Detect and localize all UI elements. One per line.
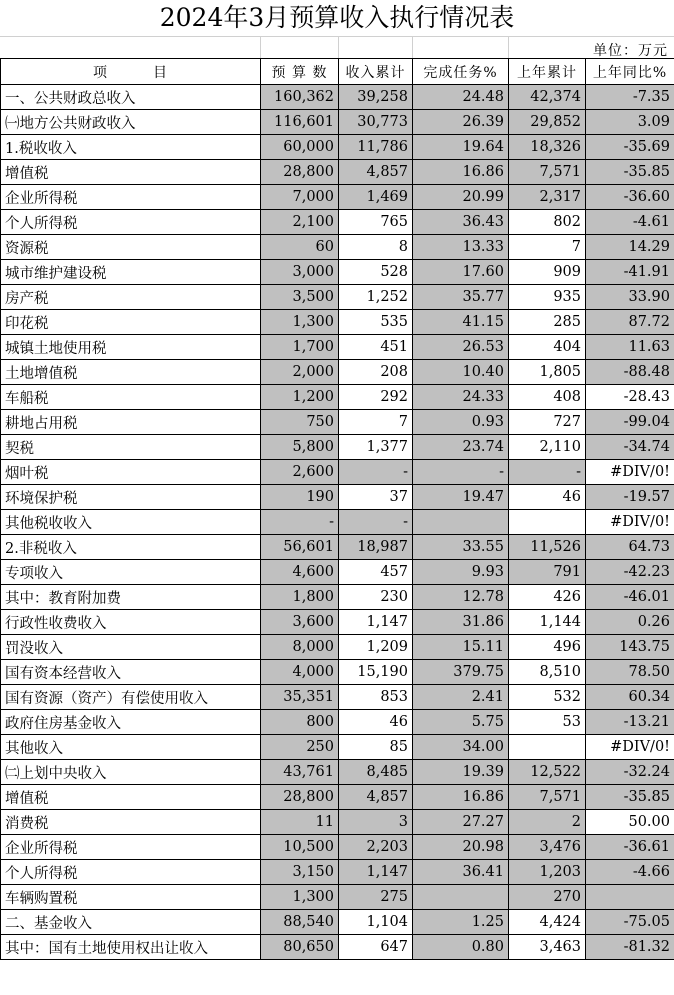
cell-last-year[interactable]: 11,526 <box>509 535 586 560</box>
cell-cumulative[interactable]: 528 <box>339 260 413 285</box>
cell-cumulative[interactable]: 292 <box>339 385 413 410</box>
cell-completion[interactable]: 13.33 <box>413 235 509 260</box>
cell-item[interactable]: ㈡上划中央收入 <box>1 760 261 785</box>
cell-completion[interactable]: 19.39 <box>413 760 509 785</box>
table-row[interactable] <box>1 335 674 360</box>
cell-completion[interactable]: 41.15 <box>413 310 509 335</box>
cell-item[interactable]: 二、基金收入 <box>1 910 261 935</box>
cell-completion[interactable]: 12.78 <box>413 585 509 610</box>
cell-budget[interactable]: 4,600 <box>261 560 339 585</box>
cell-budget[interactable]: 1,300 <box>261 885 339 910</box>
cell-completion[interactable]: 26.39 <box>413 110 509 135</box>
cell-cumulative[interactable]: 2,203 <box>339 835 413 860</box>
cell-cumulative[interactable]: - <box>339 510 413 535</box>
cell-yoy[interactable]: 64.73 <box>586 535 674 560</box>
table-row[interactable] <box>1 810 674 835</box>
cell-last-year[interactable]: 935 <box>509 285 586 310</box>
cell-yoy[interactable]: 87.72 <box>586 310 674 335</box>
cell-item[interactable]: 烟叶税 <box>1 460 261 485</box>
cell-yoy[interactable]: 14.29 <box>586 235 674 260</box>
cell-last-year[interactable]: 791 <box>509 560 586 585</box>
cell-last-year[interactable]: 4,424 <box>509 910 586 935</box>
cell-yoy[interactable]: 33.90 <box>586 285 674 310</box>
cell-yoy[interactable]: -7.35 <box>586 85 674 110</box>
cell-budget[interactable]: 8,000 <box>261 635 339 660</box>
cell-cumulative[interactable]: 1,469 <box>339 185 413 210</box>
table-row[interactable] <box>1 885 674 910</box>
cell-completion[interactable]: 5.75 <box>413 710 509 735</box>
cell-last-year[interactable]: 7,571 <box>509 785 586 810</box>
cell-last-year[interactable]: 12,522 <box>509 760 586 785</box>
cell-item[interactable]: 环境保护税 <box>1 485 261 510</box>
cell-budget[interactable]: 35,351 <box>261 685 339 710</box>
cell-budget[interactable]: 88,540 <box>261 910 339 935</box>
cell-cumulative[interactable]: 8 <box>339 235 413 260</box>
cell-item[interactable]: 增值税 <box>1 160 261 185</box>
cell-item[interactable]: 行政性收费收入 <box>1 610 261 635</box>
cell-yoy[interactable]: -42.23 <box>586 560 674 585</box>
cell-budget[interactable]: 2,000 <box>261 360 339 385</box>
table-row[interactable] <box>1 585 674 610</box>
cell-cumulative[interactable]: 39,258 <box>339 85 413 110</box>
cell-budget[interactable]: 190 <box>261 485 339 510</box>
cell-last-year[interactable]: 7 <box>509 235 586 260</box>
cell-completion[interactable]: 36.41 <box>413 860 509 885</box>
cell-last-year[interactable]: - <box>509 460 586 485</box>
table-row[interactable] <box>1 385 674 410</box>
cell-item[interactable]: 车船税 <box>1 385 261 410</box>
cell-item[interactable]: 印花税 <box>1 310 261 335</box>
cell-budget[interactable]: 2,100 <box>261 210 339 235</box>
cell-item[interactable]: 契税 <box>1 435 261 460</box>
cell-cumulative[interactable]: 275 <box>339 885 413 910</box>
unit-label: 单位：万元 <box>593 43 668 59</box>
cell-yoy[interactable]: -34.74 <box>586 435 674 460</box>
cell-yoy[interactable]: -36.61 <box>586 835 674 860</box>
cell-completion[interactable]: 9.93 <box>413 560 509 585</box>
cell-budget[interactable]: 28,800 <box>261 785 339 810</box>
cell-completion[interactable]: 20.99 <box>413 185 509 210</box>
cell-budget[interactable]: 60 <box>261 235 339 260</box>
cell-yoy[interactable]: -88.48 <box>586 360 674 385</box>
cell-completion[interactable]: 33.55 <box>413 535 509 560</box>
cell-budget[interactable]: 2,600 <box>261 460 339 485</box>
cell-cumulative[interactable]: 7 <box>339 410 413 435</box>
table-row[interactable] <box>1 735 674 760</box>
cell-cumulative[interactable]: 30,773 <box>339 110 413 135</box>
gridline <box>338 37 339 59</box>
cell-completion[interactable]: 19.64 <box>413 135 509 160</box>
table-row[interactable] <box>1 360 674 385</box>
gridline <box>412 37 413 59</box>
cell-completion[interactable]: 24.33 <box>413 385 509 410</box>
cell-cumulative[interactable]: 8,485 <box>339 760 413 785</box>
cell-budget[interactable]: 60,000 <box>261 135 339 160</box>
cell-yoy[interactable]: -13.21 <box>586 710 674 735</box>
cell-completion[interactable]: 16.86 <box>413 160 509 185</box>
table-row[interactable] <box>1 685 674 710</box>
cell-cumulative[interactable]: 1,104 <box>339 910 413 935</box>
table-row[interactable] <box>1 860 674 885</box>
cell-last-year[interactable]: 727 <box>509 410 586 435</box>
cell-yoy[interactable]: 78.50 <box>586 660 674 685</box>
cell-item[interactable]: 1.税收收入 <box>1 135 261 160</box>
cell-cumulative[interactable]: 4,857 <box>339 785 413 810</box>
cell-last-year[interactable]: 426 <box>509 585 586 610</box>
cell-cumulative[interactable]: 457 <box>339 560 413 585</box>
cell-item[interactable]: 资源税 <box>1 235 261 260</box>
cell-budget[interactable]: 56,601 <box>261 535 339 560</box>
table-row[interactable] <box>1 635 674 660</box>
cell-completion[interactable] <box>413 885 509 910</box>
table-row[interactable] <box>1 160 674 185</box>
cell-last-year[interactable]: 909 <box>509 260 586 285</box>
cell-item[interactable]: 城市维护建设税 <box>1 260 261 285</box>
cell-budget[interactable]: 5,800 <box>261 435 339 460</box>
cell-yoy[interactable]: -35.69 <box>586 135 674 160</box>
cell-last-year[interactable]: 802 <box>509 210 586 235</box>
cell-budget[interactable]: 1,200 <box>261 385 339 410</box>
table-row[interactable] <box>1 285 674 310</box>
cell-yoy[interactable]: #DIV/0! <box>586 735 674 760</box>
cell-last-year[interactable]: 2 <box>509 810 586 835</box>
cell-yoy[interactable]: 11.63 <box>586 335 674 360</box>
cell-last-year[interactable] <box>509 510 586 535</box>
cell-yoy[interactable]: -19.57 <box>586 485 674 510</box>
cell-budget[interactable]: 11 <box>261 810 339 835</box>
cell-last-year[interactable]: 1,805 <box>509 360 586 385</box>
cell-yoy[interactable]: #DIV/0! <box>586 510 674 535</box>
cell-yoy[interactable]: 0.26 <box>586 610 674 635</box>
cell-item[interactable]: 车辆购置税 <box>1 885 261 910</box>
cell-cumulative[interactable]: 208 <box>339 360 413 385</box>
cell-completion[interactable] <box>413 510 509 535</box>
cell-completion[interactable]: 16.86 <box>413 785 509 810</box>
cell-completion[interactable]: 2.41 <box>413 685 509 710</box>
cell-last-year[interactable]: 1,203 <box>509 860 586 885</box>
cell-yoy[interactable]: -32.24 <box>586 760 674 785</box>
table-row[interactable] <box>1 785 674 810</box>
cell-item[interactable]: 其中：国有土地使用权出让收入 <box>1 935 261 960</box>
table-row[interactable] <box>1 760 674 785</box>
table-row[interactable] <box>1 185 674 210</box>
table-row[interactable] <box>1 610 674 635</box>
budget-table <box>0 58 674 960</box>
cell-cumulative[interactable]: 15,190 <box>339 660 413 685</box>
cell-completion[interactable]: 19.47 <box>413 485 509 510</box>
table-row[interactable] <box>1 660 674 685</box>
cell-last-year[interactable]: 46 <box>509 485 586 510</box>
cell-completion[interactable]: 36.43 <box>413 210 509 235</box>
cell-yoy[interactable]: -41.91 <box>586 260 674 285</box>
cell-completion[interactable]: 379.75 <box>413 660 509 685</box>
table-row[interactable] <box>1 510 674 535</box>
cell-budget[interactable]: 116,601 <box>261 110 339 135</box>
cell-last-year[interactable]: 2,317 <box>509 185 586 210</box>
cell-last-year[interactable]: 408 <box>509 385 586 410</box>
cell-completion[interactable]: 0.80 <box>413 935 509 960</box>
cell-last-year[interactable]: 8,510 <box>509 660 586 685</box>
cell-completion[interactable]: 34.00 <box>413 735 509 760</box>
cell-completion[interactable]: 10.40 <box>413 360 509 385</box>
cell-completion[interactable]: 26.53 <box>413 335 509 360</box>
cell-budget[interactable]: 43,761 <box>261 760 339 785</box>
cell-yoy[interactable]: 50.00 <box>586 810 674 835</box>
cell-completion[interactable]: 15.11 <box>413 635 509 660</box>
cell-item[interactable]: ㈠地方公共财政收入 <box>1 110 261 135</box>
cell-item[interactable]: 其中：教育附加费 <box>1 585 261 610</box>
cell-item[interactable]: 房产税 <box>1 285 261 310</box>
table-row[interactable] <box>1 835 674 860</box>
cell-budget[interactable]: 1,700 <box>261 335 339 360</box>
cell-cumulative[interactable]: 765 <box>339 210 413 235</box>
cell-item[interactable]: 企业所得税 <box>1 185 261 210</box>
table-row[interactable] <box>1 435 674 460</box>
cell-last-year[interactable]: 532 <box>509 685 586 710</box>
cell-item[interactable]: 其他税收收入 <box>1 510 261 535</box>
unit-row <box>0 36 674 59</box>
header-cumulative: 收入累计 <box>339 59 413 85</box>
gridline <box>508 37 509 59</box>
cell-last-year[interactable]: 1,144 <box>509 610 586 635</box>
cell-cumulative[interactable]: 46 <box>339 710 413 735</box>
cell-budget[interactable]: - <box>261 510 339 535</box>
cell-cumulative[interactable]: 3 <box>339 810 413 835</box>
cell-yoy[interactable]: -46.01 <box>586 585 674 610</box>
gridline <box>260 37 261 59</box>
cell-budget[interactable]: 28,800 <box>261 160 339 185</box>
cell-budget[interactable]: 3,600 <box>261 610 339 635</box>
table-row[interactable] <box>1 210 674 235</box>
cell-yoy[interactable]: 60.34 <box>586 685 674 710</box>
cell-yoy[interactable]: -4.66 <box>586 860 674 885</box>
cell-yoy[interactable] <box>586 885 674 910</box>
cell-cumulative[interactable]: 853 <box>339 685 413 710</box>
cell-item[interactable]: 增值税 <box>1 785 261 810</box>
cell-last-year[interactable]: 42,374 <box>509 85 586 110</box>
cell-cumulative[interactable]: 1,147 <box>339 860 413 885</box>
table-row[interactable] <box>1 910 674 935</box>
table-row[interactable] <box>1 135 674 160</box>
cell-cumulative[interactable]: 4,857 <box>339 160 413 185</box>
cell-item[interactable]: 耕地占用税 <box>1 410 261 435</box>
cell-budget[interactable]: 10,500 <box>261 835 339 860</box>
cell-yoy[interactable]: -99.04 <box>586 410 674 435</box>
cell-cumulative[interactable]: 535 <box>339 310 413 335</box>
cell-cumulative[interactable]: 1,147 <box>339 610 413 635</box>
table-row[interactable] <box>1 710 674 735</box>
cell-item[interactable]: 消费税 <box>1 810 261 835</box>
cell-last-year[interactable]: 2,110 <box>509 435 586 460</box>
cell-item[interactable]: 个人所得税 <box>1 210 261 235</box>
cell-last-year[interactable]: 3,463 <box>509 935 586 960</box>
header-last-year: 上年累计 <box>509 59 586 85</box>
cell-cumulative[interactable]: 1,252 <box>339 285 413 310</box>
header-budget: 预 算 数 <box>261 59 339 85</box>
cell-completion[interactable]: 24.48 <box>413 85 509 110</box>
cell-budget[interactable]: 4,000 <box>261 660 339 685</box>
table-row[interactable] <box>1 410 674 435</box>
table-row[interactable] <box>1 235 674 260</box>
cell-item[interactable]: 国有资源（资产）有偿使用收入 <box>1 685 261 710</box>
table-row[interactable] <box>1 535 674 560</box>
table-row[interactable] <box>1 935 674 960</box>
cell-yoy[interactable]: -36.60 <box>586 185 674 210</box>
cell-cumulative[interactable]: 647 <box>339 935 413 960</box>
cell-budget[interactable]: 3,000 <box>261 260 339 285</box>
header-item: 项 目 <box>1 59 261 85</box>
page-title: 2024年3月预算收入执行情况表 <box>159 3 515 32</box>
cell-item[interactable]: 国有资本经营收入 <box>1 660 261 685</box>
cell-yoy[interactable]: -28.43 <box>586 385 674 410</box>
header-row <box>1 59 674 85</box>
table-row[interactable] <box>1 310 674 335</box>
cell-cumulative[interactable]: 230 <box>339 585 413 610</box>
table-row[interactable] <box>1 560 674 585</box>
cell-yoy[interactable]: -35.85 <box>586 785 674 810</box>
cell-item[interactable]: 土地增值税 <box>1 360 261 385</box>
cell-budget[interactable]: 1,300 <box>261 310 339 335</box>
cell-last-year[interactable]: 7,571 <box>509 160 586 185</box>
cell-completion[interactable]: 27.27 <box>413 810 509 835</box>
cell-completion[interactable]: - <box>413 460 509 485</box>
cell-last-year[interactable] <box>509 735 586 760</box>
cell-yoy[interactable]: #DIV/0! <box>586 460 674 485</box>
table-row[interactable] <box>1 260 674 285</box>
cell-budget[interactable]: 750 <box>261 410 339 435</box>
cell-item[interactable]: 企业所得税 <box>1 835 261 860</box>
header-completion: 完成任务% <box>413 59 509 85</box>
cell-cumulative[interactable]: 11,786 <box>339 135 413 160</box>
cell-last-year[interactable]: 404 <box>509 335 586 360</box>
cell-yoy[interactable]: 3.09 <box>586 110 674 135</box>
cell-cumulative[interactable]: 1,377 <box>339 435 413 460</box>
cell-completion[interactable]: 20.98 <box>413 835 509 860</box>
cell-item[interactable]: 政府住房基金收入 <box>1 710 261 735</box>
cell-completion[interactable]: 0.93 <box>413 410 509 435</box>
header-yoy: 上年同比% <box>586 59 674 85</box>
cell-yoy[interactable]: 143.75 <box>586 635 674 660</box>
cell-budget[interactable]: 160,362 <box>261 85 339 110</box>
table-row[interactable] <box>1 460 674 485</box>
cell-item[interactable]: 2.非税收入 <box>1 535 261 560</box>
cell-last-year[interactable]: 270 <box>509 885 586 910</box>
cell-cumulative[interactable]: 18,987 <box>339 535 413 560</box>
cell-budget[interactable]: 250 <box>261 735 339 760</box>
table-row[interactable] <box>1 110 674 135</box>
cell-completion[interactable]: 23.74 <box>413 435 509 460</box>
cell-item[interactable]: 其他收入 <box>1 735 261 760</box>
cell-cumulative[interactable]: 85 <box>339 735 413 760</box>
cell-item[interactable]: 个人所得税 <box>1 860 261 885</box>
cell-last-year[interactable]: 53 <box>509 710 586 735</box>
table-row[interactable] <box>1 85 674 110</box>
cell-yoy[interactable]: -35.85 <box>586 160 674 185</box>
cell-completion[interactable]: 1.25 <box>413 910 509 935</box>
cell-last-year[interactable]: 496 <box>509 635 586 660</box>
cell-cumulative[interactable]: 1,209 <box>339 635 413 660</box>
cell-budget[interactable]: 80,650 <box>261 935 339 960</box>
cell-item[interactable]: 一、公共财政总收入 <box>1 85 261 110</box>
cell-completion[interactable]: 35.77 <box>413 285 509 310</box>
cell-cumulative[interactable]: 37 <box>339 485 413 510</box>
cell-cumulative[interactable]: 451 <box>339 335 413 360</box>
cell-yoy[interactable]: -81.32 <box>586 935 674 960</box>
cell-budget[interactable]: 800 <box>261 710 339 735</box>
cell-budget[interactable]: 3,500 <box>261 285 339 310</box>
cell-cumulative[interactable]: - <box>339 460 413 485</box>
cell-completion[interactable]: 31.86 <box>413 610 509 635</box>
table-row[interactable] <box>1 485 674 510</box>
cell-item[interactable]: 专项收入 <box>1 560 261 585</box>
cell-last-year[interactable]: 3,476 <box>509 835 586 860</box>
cell-yoy[interactable]: -4.61 <box>586 210 674 235</box>
cell-budget[interactable]: 1,800 <box>261 585 339 610</box>
cell-item[interactable]: 罚没收入 <box>1 635 261 660</box>
cell-budget[interactable]: 3,150 <box>261 860 339 885</box>
cell-budget[interactable]: 7,000 <box>261 185 339 210</box>
cell-item[interactable]: 城镇土地使用税 <box>1 335 261 360</box>
cell-last-year[interactable]: 285 <box>509 310 586 335</box>
cell-yoy[interactable]: -75.05 <box>586 910 674 935</box>
cell-last-year[interactable]: 29,852 <box>509 110 586 135</box>
cell-last-year[interactable]: 18,326 <box>509 135 586 160</box>
cell-completion[interactable]: 17.60 <box>413 260 509 285</box>
